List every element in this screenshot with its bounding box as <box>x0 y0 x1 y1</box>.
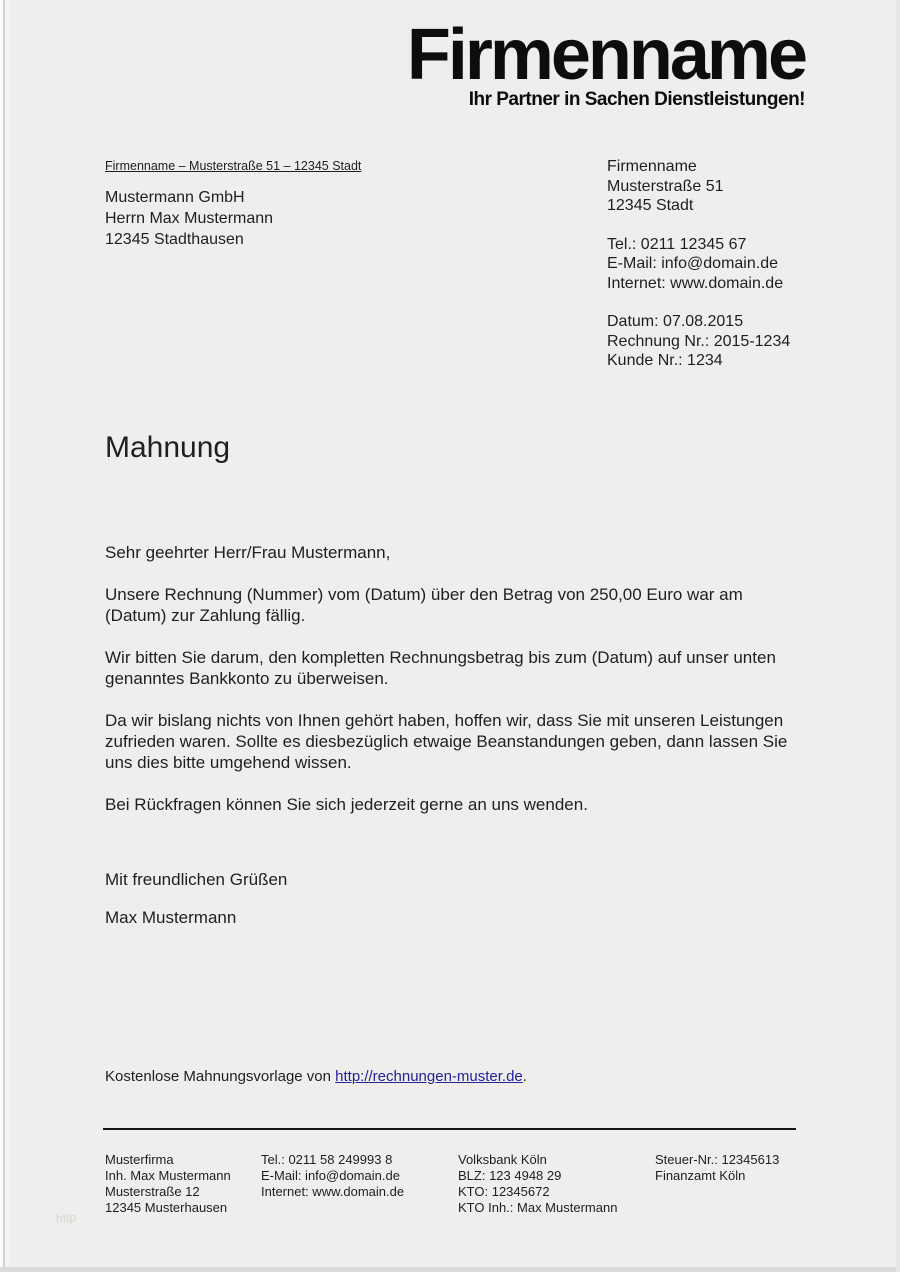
footer-divider <box>103 1128 796 1130</box>
scan-edge-right <box>896 0 900 1272</box>
salutation: Sehr geehrter Herr/Frau Mustermann, <box>105 543 391 562</box>
source-note-prefix: Kostenlose Mahnungsvorlage von <box>105 1068 336 1085</box>
letter-meta-group <box>607 312 790 371</box>
footer-bank-name: Volksbank Köln <box>458 1152 547 1167</box>
customer-number: Kunde Nr.: 1234 <box>607 352 723 369</box>
sender-company: Firmenname <box>607 158 697 175</box>
sender-phone: Tel.: 0211 12345 67 <box>607 235 747 253</box>
sender-address-group <box>607 157 790 216</box>
recipient-address-block <box>105 187 273 250</box>
letterhead <box>406 15 805 111</box>
footer-street: Musterstraße 12 <box>105 1184 200 1199</box>
footer-bank-holder: KTO Inh.: Max Mustermann <box>458 1200 618 1215</box>
sender-return-address: Firmenname – Musterstraße 51 – 12345 Stadt <box>105 159 362 173</box>
paragraph-questions: Bei Rückfragen können Sie sich jederzeit gerne an uns wenden. <box>105 795 588 814</box>
paragraph-payment-request: Wir bitten Sie darum, den kompletten Rechnungsbetrag bis zum (Datum) auf unser unten genanntes Bankkonto zu überweisen. <box>105 648 776 688</box>
scan-edge-bottom <box>0 1267 900 1272</box>
recipient-company: Mustermann GmbH <box>105 189 245 206</box>
company-logo-text: Firmenname <box>406 15 805 95</box>
recipient-city: 12345 Stadthausen <box>105 231 244 248</box>
letter-subject: Mahnung <box>105 431 231 464</box>
closing-phrase: Mit freundlichen Grüßen <box>105 870 288 889</box>
paragraph-invoice-due: Unsere Rechnung (Nummer) vom (Datum) über den Betrag von 250,00 Euro war am (Datum) zur Zahlung fällig. <box>105 585 743 625</box>
scan-edge-left-soft <box>5 0 10 1272</box>
footer-bank-blz: BLZ: 123 4948 29 <box>458 1168 562 1183</box>
footer-company-name: Musterfirma <box>105 1152 174 1167</box>
scan-watermark: http <box>55 1210 77 1226</box>
footer-tax-office: Finanzamt Köln <box>655 1168 746 1183</box>
footer-bank-column <box>458 1152 617 1216</box>
company-tagline: Ihr Partner in Sachen Dienstleistungen! <box>468 89 805 111</box>
footer-website: Internet: www.domain.de <box>261 1184 405 1199</box>
footer-phone: Tel.: 0211 58 249993 8 <box>261 1152 393 1167</box>
footer-email: E-Mail: info@domain.de <box>261 1168 400 1183</box>
sender-city: 12345 Stadt <box>607 197 694 214</box>
letter-date: Datum: 07.08.2015 <box>607 313 744 330</box>
template-source-note <box>105 1068 527 1085</box>
footer-contact-column <box>261 1152 404 1200</box>
sender-website: Internet: www.domain.de <box>607 274 784 292</box>
paragraph-no-response: Da wir bislang nichts von Ihnen gehört haben, hoffen wir, dass Sie mit unseren Leistungen zufrieden waren. Sollte es diesbezüglich etwaige Beanstandungen geben, dann lassen Sie uns dies bitte umgehend wissen. <box>105 711 788 772</box>
recipient-name: Herrn Max Mustermann <box>105 210 274 227</box>
sender-street: Musterstraße 51 <box>607 177 724 195</box>
footer-bank-account: KTO: 12345672 <box>458 1184 550 1199</box>
letter-body <box>105 542 799 949</box>
footer-company-column <box>105 1152 231 1216</box>
invoice-number: Rechnung Nr.: 2015-1234 <box>607 332 791 350</box>
footer-tax-column <box>655 1152 779 1184</box>
sender-email: E-Mail: info@domain.de <box>607 255 778 272</box>
footer-tax-number: Steuer-Nr.: 12345613 <box>655 1152 780 1167</box>
sender-contact-group <box>607 235 790 294</box>
signature-name: Max Mustermann <box>105 908 237 927</box>
source-link[interactable]: http://rechnungen-muster.de <box>335 1068 523 1085</box>
sender-info-block <box>607 157 790 371</box>
source-note-suffix: . <box>522 1068 527 1085</box>
footer-owner: Inh. Max Mustermann <box>105 1168 231 1183</box>
footer-city: 12345 Musterhausen <box>105 1200 228 1215</box>
